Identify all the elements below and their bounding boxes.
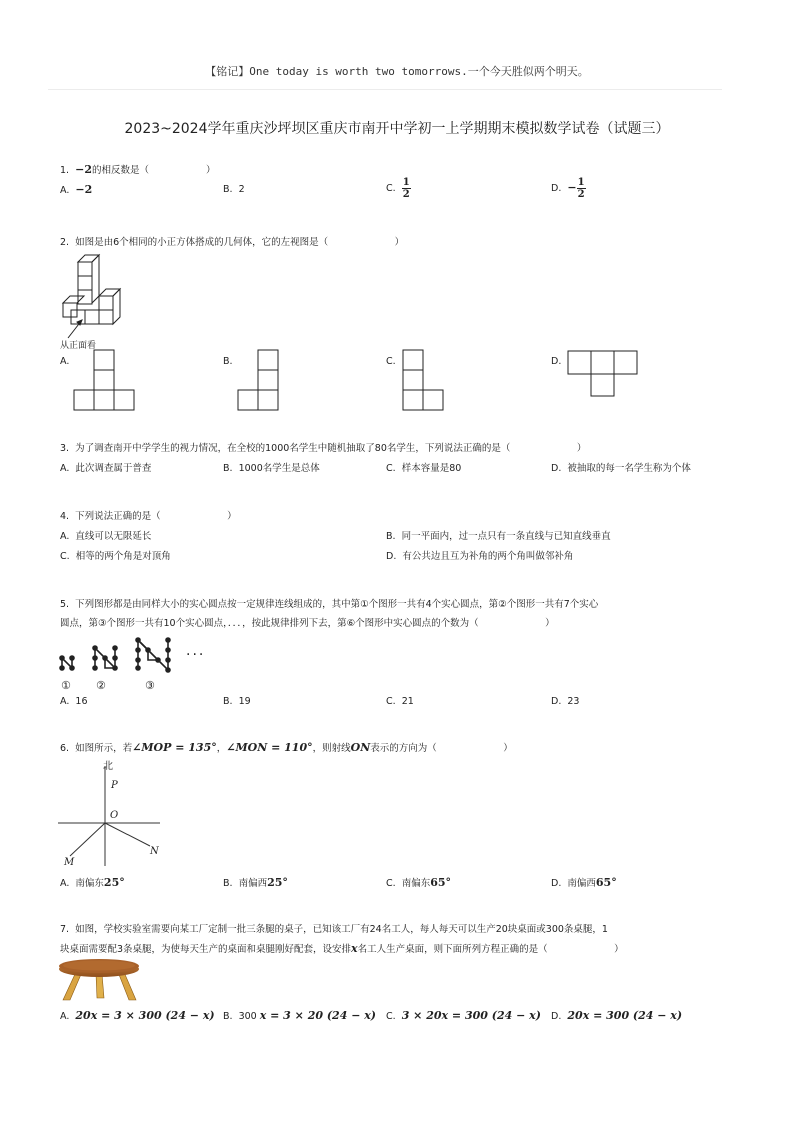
option-c-label: C.	[386, 356, 396, 367]
question-text: 块桌面需要配3条桌腿，为使每天生产的桌面和桌腿刚好配套，设安排	[60, 944, 352, 955]
question-text: 的相反数是（ ）	[92, 165, 216, 176]
option-label: A.	[60, 878, 70, 889]
option-c	[60, 549, 171, 564]
denominator: 2	[577, 189, 585, 200]
fraction	[402, 177, 411, 200]
option-label: D.	[551, 878, 562, 889]
question-number: 2.	[60, 237, 70, 248]
question-3	[60, 441, 586, 456]
question-5-line-1	[60, 597, 598, 612]
math: x	[351, 942, 358, 955]
option-a	[60, 461, 151, 476]
option-a	[60, 529, 151, 544]
option-label: B.	[223, 696, 233, 707]
denominator: 2	[402, 189, 410, 200]
question-6	[60, 740, 513, 756]
option-label: C.	[386, 878, 396, 889]
option-sign: −	[567, 181, 577, 194]
option-label: A.	[60, 463, 70, 474]
option-label: A.	[60, 696, 70, 707]
math: ∠MOP = 135°	[132, 741, 217, 754]
option-label: B.	[223, 463, 233, 474]
option-a-label: A.	[60, 356, 70, 367]
option-b-label: B.	[223, 356, 233, 367]
option-text: 南偏东	[401, 878, 431, 889]
question-number: 7.	[60, 924, 70, 935]
question-1	[60, 162, 216, 178]
math: ∠MON = 110°	[226, 741, 313, 754]
option-b	[223, 875, 288, 891]
question-text: 名工人生产桌面，则下面所列方程正确的是（ ）	[357, 944, 624, 955]
fraction	[577, 177, 586, 200]
option-text: 此次调查属于普查	[75, 463, 152, 474]
ellipsis: ···	[186, 647, 206, 663]
option-a	[60, 694, 88, 709]
option-text: 2	[238, 184, 245, 195]
option-c	[386, 875, 451, 891]
option-a-figure	[73, 350, 137, 412]
question-number: 3.	[60, 443, 70, 454]
option-a	[60, 182, 92, 198]
option-d	[551, 461, 691, 476]
cube-stack-figure	[58, 250, 128, 350]
option-label: D.	[551, 1011, 562, 1022]
header-divider	[48, 89, 722, 90]
option-a	[60, 1008, 215, 1024]
option-b	[223, 1008, 376, 1024]
option-text: 21	[401, 696, 414, 707]
option-b	[223, 182, 245, 197]
option-label: C.	[386, 463, 396, 474]
option-math: x = 3 × 20 (24 − x)	[259, 1009, 377, 1022]
three-leg-table-image	[58, 958, 142, 1004]
question-2	[60, 235, 404, 250]
question-text: ，	[216, 743, 227, 754]
option-math: 20x = 3 × 300 (24 − x)	[75, 1009, 215, 1022]
page-title: 2023~2024学年重庆沙坪坝区重庆市南开中学初一上学期期末模拟数学试卷（试题三）	[124, 121, 670, 137]
option-text: 300	[238, 1011, 260, 1022]
option-text: 19	[238, 696, 251, 707]
option-math: 25°	[103, 876, 125, 889]
option-text: 16	[75, 696, 88, 707]
option-d	[551, 875, 617, 891]
option-text: 直线可以无限延长	[75, 531, 152, 542]
question-text: 如图所示，若	[75, 743, 133, 754]
option-text: 样本容量是80	[401, 463, 462, 474]
option-label: C.	[386, 183, 396, 194]
option-b	[223, 461, 320, 476]
option-label: C.	[386, 1011, 396, 1022]
option-text: 同一平面内，过一点只有一条直线与已知直线垂直	[401, 531, 611, 542]
question-text: 表示的方向为（ ）	[370, 743, 513, 754]
option-text: 南偏东	[75, 878, 104, 889]
math: −2	[75, 163, 92, 176]
figure-label-2: ②	[96, 679, 106, 692]
option-label: A.	[60, 185, 70, 196]
option-d	[386, 549, 573, 564]
option-b	[386, 529, 611, 544]
figure-label-3: ③	[145, 679, 155, 692]
option-d	[551, 694, 579, 709]
point-o-label: O	[110, 810, 119, 821]
option-text: 23	[567, 696, 580, 707]
option-c	[386, 1008, 541, 1024]
option-math: 65°	[595, 876, 617, 889]
question-number: 5.	[60, 599, 70, 610]
option-math: 20x = 300 (24 − x)	[567, 1009, 683, 1022]
option-label: C.	[60, 551, 70, 562]
option-label: D.	[551, 463, 562, 474]
numerator: 1	[402, 177, 410, 188]
option-math: −2	[75, 183, 93, 196]
question-text: 如图是由6个相同的小正方体搭成的几何体，它的左视图是（ ）	[75, 237, 405, 248]
option-label: D.	[551, 183, 562, 194]
motto: 【铭记】One today is worth two tomorrows.一个今天胜似两个明天。	[205, 65, 589, 78]
option-math: 65°	[430, 876, 452, 889]
option-a	[60, 875, 125, 891]
option-label: A.	[60, 531, 70, 542]
math: ON	[350, 741, 371, 754]
option-label: C.	[386, 696, 396, 707]
option-d-label: D.	[551, 356, 562, 367]
option-b	[223, 694, 251, 709]
point-m-label: M	[64, 857, 75, 868]
option-text: 相等的两个角是对顶角	[75, 551, 171, 562]
numerator: 1	[577, 177, 585, 188]
figure-caption: 从正面看	[60, 341, 97, 351]
option-label: B.	[386, 531, 396, 542]
question-5-line-2: 圆点，第③个图形一共有10个实心圆点，．．．，按此规律排列下去，第⑥个图形中实心圆点的个数为（ ）	[60, 618, 555, 629]
question-text: 下列图形都是由同样大小的实心圆点按一定规律连线组成的，其中第①个图形一共有4个实心圆点，第②个图形一共有7个实心	[75, 599, 599, 610]
question-text: 如图，学校实验室需要向某工厂定制一批三条腿的桌子，已知该工厂有24名工人，每人每天可以生产20块桌面或300条桌腿，1	[75, 924, 608, 935]
option-text: 被抽取的每一名学生称为个体	[567, 463, 691, 474]
option-label: D.	[386, 551, 397, 562]
point-n-label: N	[150, 846, 159, 857]
option-c-figure	[402, 350, 446, 412]
option-c	[386, 461, 461, 476]
question-7-line-1	[60, 922, 608, 937]
figure-label-1: ①	[61, 679, 71, 692]
option-text: 1000名学生是总体	[238, 463, 320, 474]
question-number: 4.	[60, 511, 70, 522]
option-text: 有公共边且互为补角的两个角叫做邻补角	[402, 551, 574, 562]
option-d	[551, 177, 586, 200]
option-d-figure	[567, 350, 639, 398]
option-label: B.	[223, 1011, 233, 1022]
question-text: 下列说法正确的是（ ）	[75, 511, 237, 522]
option-label: B.	[223, 184, 233, 195]
point-p-label: P	[111, 780, 118, 791]
question-number: 1.	[60, 165, 70, 176]
north-label: 北	[103, 761, 113, 772]
option-label: B.	[223, 878, 233, 889]
option-d	[551, 1008, 682, 1024]
option-text: 南偏西	[238, 878, 268, 889]
question-text: ，则射线	[312, 743, 351, 754]
option-label: A.	[60, 1011, 70, 1022]
option-math: 3 × 20x = 300 (24 − x)	[401, 1009, 541, 1022]
question-text: 为了调查南开中学学生的视力情况，在全校的1000名学生中随机抽取了80名学生，下列说法正确的是（ ）	[75, 443, 587, 454]
option-c	[386, 177, 411, 200]
option-label: D.	[551, 696, 562, 707]
option-text: 南偏西	[567, 878, 596, 889]
option-b-figure	[237, 350, 281, 412]
question-4	[60, 509, 237, 524]
question-7-line-2	[60, 941, 624, 957]
option-math: 25°	[267, 876, 288, 889]
option-c	[386, 694, 414, 709]
question-number: 6.	[60, 743, 70, 754]
